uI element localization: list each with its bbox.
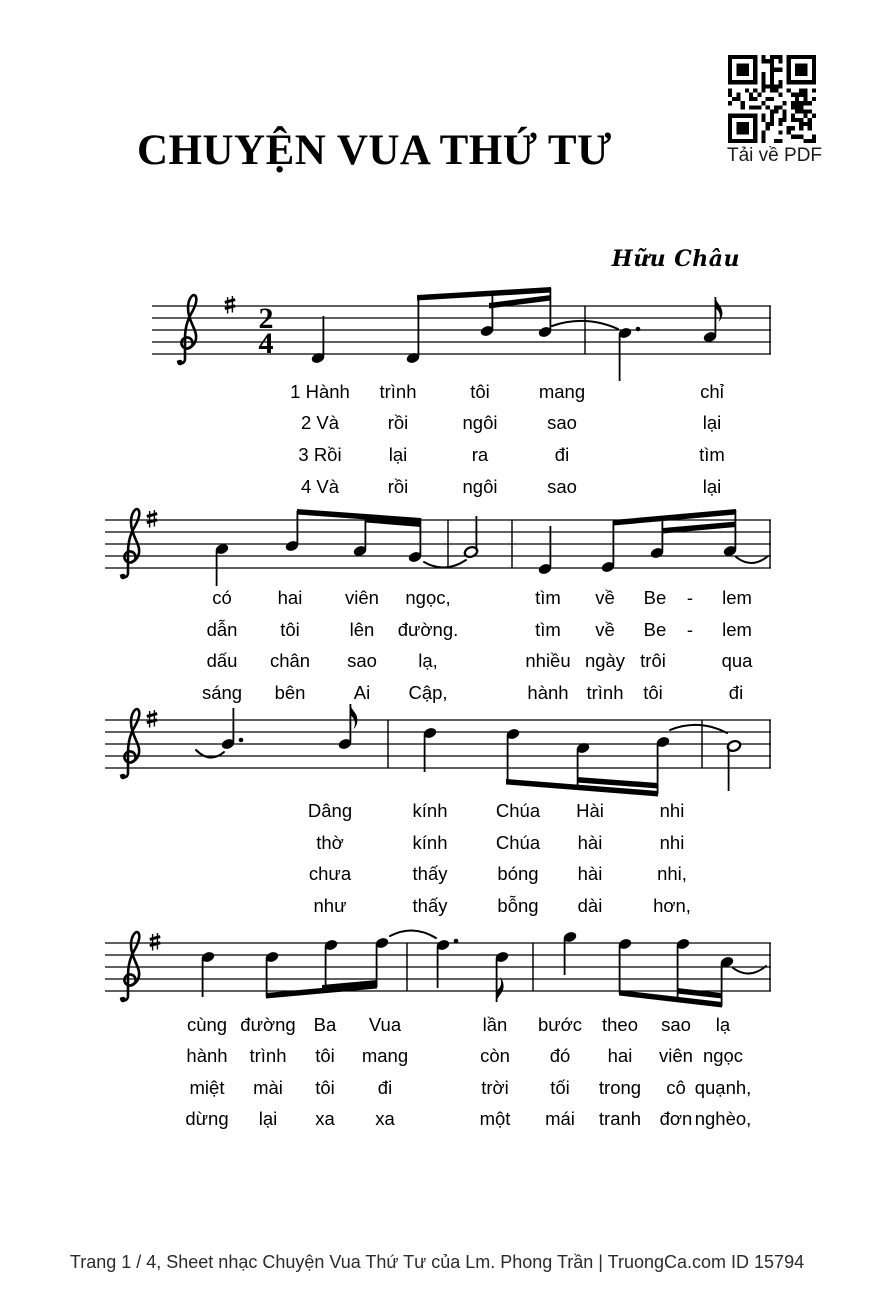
lyric-word: một (479, 1108, 511, 1129)
lyric-word: bên (274, 682, 306, 703)
lyric-word: lem (722, 587, 752, 608)
augmentation-dot (454, 939, 459, 944)
lyric-word: Ai (353, 682, 371, 703)
qr-label[interactable]: Tải về PDF (727, 145, 823, 166)
lyric-word: tôi (643, 682, 663, 703)
lyric-word: ngôi (462, 476, 498, 497)
lyric-word: hài (577, 863, 603, 884)
beam (677, 988, 722, 999)
lyric-word: - (686, 619, 694, 640)
lyric-word: trình (249, 1045, 287, 1066)
lyric-word: Be (643, 619, 667, 640)
lyric-word: đó (549, 1045, 571, 1066)
tie (424, 560, 466, 568)
lyric-word: về (595, 619, 615, 640)
lyric-word: tôi (470, 381, 490, 402)
lyric-word: xa (315, 1108, 335, 1129)
beam (613, 509, 736, 526)
lyric-word: Chúa (495, 832, 541, 853)
lyric-word: tối (550, 1077, 570, 1098)
lyric-word: sao (547, 476, 577, 497)
lyric-word: viên (659, 1045, 693, 1066)
lyric-word: trôi (640, 650, 666, 671)
lyric-word: như (313, 895, 347, 916)
lyric-word: rồi (387, 412, 409, 433)
lyric-word: hai (277, 587, 303, 608)
lyric-word: tìm (535, 619, 561, 640)
lyric-word: tôi (315, 1045, 335, 1066)
lyric-word: Vua (368, 1014, 402, 1035)
lyric-word: nhi, (657, 863, 687, 884)
lyric-word: mang (361, 1045, 409, 1066)
lyric-word: lạ (715, 1014, 731, 1035)
composer: Hữu Châu (611, 246, 740, 272)
lyric-word: sáng (201, 682, 243, 703)
lyric-word: lem (722, 619, 752, 640)
lyric-word: thờ (316, 832, 344, 853)
lyric-word: Be (643, 587, 667, 608)
lyric-word: lạ, (418, 650, 438, 671)
lyric-word: sao (661, 1014, 691, 1035)
lyric-word: ngôi (462, 412, 498, 433)
lyric-word: chưa (308, 863, 352, 884)
key-signature-sharp-icon (147, 710, 157, 728)
lyric-word: mài (253, 1077, 283, 1098)
tie (390, 930, 436, 938)
lyric-word: đi (554, 444, 570, 465)
lyric-word: chân (269, 650, 311, 671)
key-signature-sharp-icon (147, 510, 157, 528)
lyric-word: ra (471, 444, 489, 465)
lyric-word: tìm (535, 587, 561, 608)
lyric-word: về (595, 587, 615, 608)
time-signature-denominator: 4 (258, 327, 274, 360)
lyric-word: dấu (206, 650, 238, 671)
footer-text: Trang 1 / 4, Sheet nhạc Chuyện Vua Thứ Tư của Lm. Phong Trần | TruongCa.com ID 15794 (69, 1252, 805, 1272)
lyric-word: ngọc (702, 1045, 744, 1066)
tie (736, 556, 768, 563)
lyric-word: hài (577, 832, 603, 853)
lyric-word: Cập, (408, 682, 448, 703)
staff-3 (105, 704, 771, 797)
lyric-word: lên (349, 619, 375, 640)
lyric-word: Hài (576, 800, 604, 821)
lyric-word: bỗng (497, 895, 539, 916)
lyric-word: 2 Và (300, 412, 340, 433)
lyric-word: tôi (315, 1077, 335, 1098)
lyric-word: dẫn (206, 619, 238, 640)
note-flag (350, 704, 357, 729)
lyric-word: - (686, 587, 694, 608)
lyric-word: miệt (189, 1077, 225, 1098)
lyric-word: hơn, (653, 895, 691, 916)
lyric-word: nghèo, (694, 1108, 752, 1129)
lyric-word: đơn (659, 1108, 693, 1129)
lyric-word: sao (347, 650, 377, 671)
lyric-word: còn (480, 1045, 510, 1066)
note-flag (497, 977, 504, 1002)
staff-1 (152, 287, 771, 381)
lyric-word: 4 Và (300, 476, 340, 497)
lyric-word: qua (721, 650, 753, 671)
time-signature-numerator: 2 (258, 302, 274, 335)
lyric-word: cô (666, 1077, 686, 1098)
lyric-word: trình (379, 381, 417, 402)
lyric-word: Dâng (307, 800, 353, 821)
lyric-word: trình (586, 682, 624, 703)
lyric-word: cùng (186, 1014, 228, 1035)
lyric-word: quạnh, (694, 1077, 752, 1098)
lyric-word: thấy (412, 863, 448, 884)
lyric-word: trời (481, 1077, 509, 1098)
lyric-word: lại (702, 412, 722, 433)
lyric-word: thấy (412, 895, 448, 916)
lyric-word: kính (412, 800, 448, 821)
lyric-word: kính (412, 832, 448, 853)
key-signature-sharp-icon (225, 296, 235, 314)
staff-4 (105, 930, 771, 1007)
lyric-word: viên (345, 587, 379, 608)
lyric-word: tôi (280, 619, 300, 640)
lyric-word: ngọc, (405, 587, 451, 608)
page-title: CHUYỆN VUA THỨ TƯ (137, 127, 612, 174)
lyric-word: lại (388, 444, 408, 465)
lyric-word: Ba (313, 1014, 337, 1035)
lyric-word: theo (601, 1014, 639, 1035)
lyric-word: tìm (699, 444, 725, 465)
lyric-word: chỉ (700, 381, 724, 402)
lyric-word: hai (607, 1045, 633, 1066)
augmentation-dot (239, 738, 244, 743)
lyric-word: hành (527, 682, 569, 703)
key-signature-sharp-icon (150, 933, 160, 951)
lyric-word: đi (377, 1077, 393, 1098)
lyric-word: nhi (659, 800, 685, 821)
lyric-word: bóng (497, 863, 539, 884)
lyric-word: rồi (387, 476, 409, 497)
lyric-word: có (212, 587, 232, 608)
lyric-word: đường (240, 1014, 296, 1035)
lyric-word: Chúa (495, 800, 541, 821)
lyric-word: 3 Rồi (298, 444, 342, 465)
lyric-word: lại (702, 476, 722, 497)
lyric-word: mang (538, 381, 586, 402)
staff-2 (105, 509, 771, 586)
lyric-word: dài (577, 895, 603, 916)
augmentation-dot (636, 327, 641, 332)
lyric-word: đi (728, 682, 744, 703)
lyric-word: 1 Hành (290, 381, 350, 402)
lyric-word: sao (547, 412, 577, 433)
lyric-word: lại (258, 1108, 278, 1129)
lyric-word: bước (537, 1014, 583, 1035)
lyric-word: nhiều (525, 650, 571, 671)
lyric-word: hành (186, 1045, 228, 1066)
lyric-word: tranh (598, 1108, 642, 1129)
lyric-word: xa (375, 1108, 395, 1129)
lyric-word: dừng (185, 1108, 229, 1129)
lyric-word: trong (598, 1077, 642, 1098)
lyric-word: lần (482, 1014, 508, 1035)
lyric-word: đường. (397, 619, 459, 640)
lyric-word: ngày (584, 650, 626, 671)
lyric-word: mái (545, 1108, 575, 1129)
lyric-word: nhi (659, 832, 685, 853)
